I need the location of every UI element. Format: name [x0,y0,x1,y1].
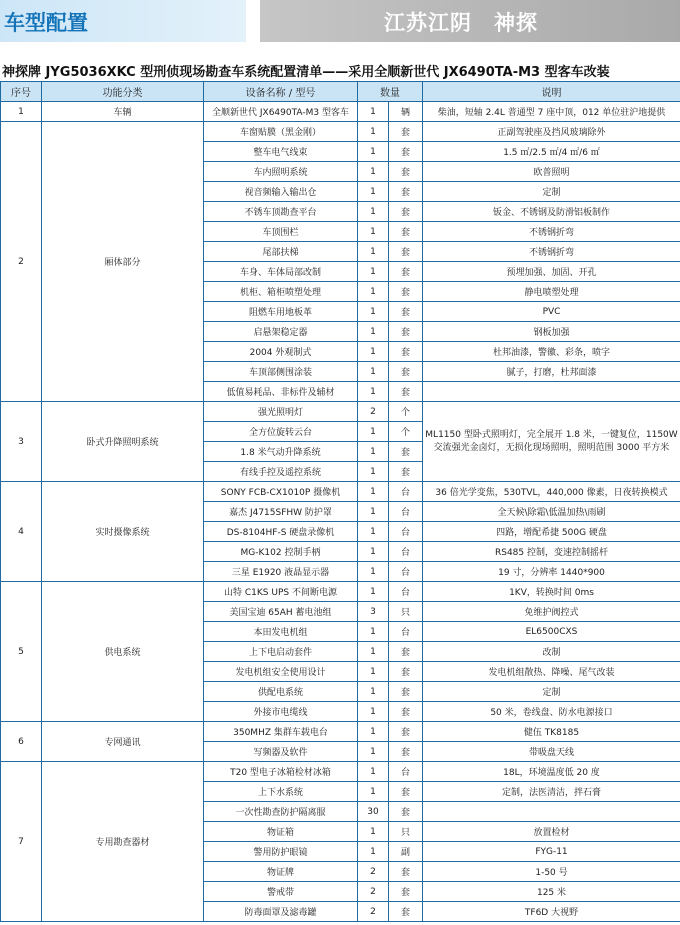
row-note: 定制 [423,682,680,702]
unit: 台 [389,622,423,642]
section-title: 车型配置 [4,11,88,35]
unit: 副 [389,842,423,862]
quantity: 1 [358,762,389,782]
device-name: 警用防护眼镜 [204,842,358,862]
device-name: 低值易耗品、非标件及辅材 [204,382,358,402]
quantity: 1 [358,302,389,322]
quantity: 1 [358,262,389,282]
row-note [423,802,680,822]
device-name: 本田发电机组 [204,622,358,642]
unit: 套 [389,742,423,762]
device-name: 视音频输入输出仓 [204,182,358,202]
unit: 套 [389,202,423,222]
quantity: 1 [358,162,389,182]
table-row [1,762,680,782]
quantity: 1 [358,702,389,722]
row-note: 放置检材 [423,822,680,842]
quantity: 2 [358,402,389,422]
quantity: 3 [358,602,389,622]
unit: 台 [389,582,423,602]
row-note: 50 米，卷线盘、防水电源接口 [423,702,680,722]
config-table [0,81,680,922]
device-name: DS-8104HF-S 硬盘录像机 [204,522,358,542]
device-name: 三星 E1920 液晶显示器 [204,562,358,582]
device-name: 嘉杰 J4715SFHW 防护罩 [204,502,358,522]
device-name: 美国宝迪 65AH 蓄电池组 [204,602,358,622]
unit: 套 [389,462,423,482]
row-note: 四路，增配希捷 500G 硬盘 [423,522,680,542]
device-name: 上下水系统 [204,782,358,802]
row-note: 全天候\除霜\低温加热\雨刷 [423,502,680,522]
quantity: 1 [358,102,389,122]
unit: 台 [389,762,423,782]
device-name: 写频器及软件 [204,742,358,762]
device-name: 1.8 米气动升降系统 [204,442,358,462]
row-note: 18L，环境温度低 20 度 [423,762,680,782]
table-header-row [1,82,680,102]
device-name: 2004 外观制式 [204,342,358,362]
quantity: 1 [358,682,389,702]
row-note: 钢板加强 [423,322,680,342]
quantity: 1 [358,142,389,162]
quantity: 1 [358,222,389,242]
row-note: 1KV，转换时间 0ms [423,582,680,602]
table-row [1,122,680,142]
row-category: 专网通讯 [42,722,204,762]
row-note: 125 米 [423,882,680,902]
document-title: 神探牌 JYG5036XKC 型刑侦现场勘查车系统配置清单——采用全顺新世代 JX6490TA-M3 型客车改装 [2,65,610,80]
row-note: 发电机组散热、降噪、尾气改装 [423,662,680,682]
row-category: 供电系统 [42,582,204,722]
table-body [1,102,680,922]
unit: 只 [389,822,423,842]
row-note: 定制 [423,182,680,202]
col-header-category: 功能分类 [42,82,204,102]
unit: 套 [389,282,423,302]
unit: 套 [389,902,423,922]
quantity: 1 [358,542,389,562]
quantity: 1 [358,782,389,802]
row-note: 免维护阀控式 [423,602,680,622]
unit: 套 [389,122,423,142]
unit: 套 [389,802,423,822]
row-category: 卧式升降照明系统 [42,402,204,482]
quantity: 1 [358,442,389,462]
device-name: 车身、车体局部改制 [204,262,358,282]
row-note: EL6500CXS [423,622,680,642]
unit: 套 [389,662,423,682]
quantity: 1 [358,722,389,742]
quantity: 1 [358,642,389,662]
device-name: 机柜、箱柜喷塑处理 [204,282,358,302]
unit: 套 [389,682,423,702]
quantity: 1 [358,322,389,342]
unit: 套 [389,642,423,662]
quantity: 1 [358,242,389,262]
device-name: 供配电系统 [204,682,358,702]
device-name: 阻燃车用地板革 [204,302,358,322]
row-note: 1-50 号 [423,862,680,882]
col-header-note: 说明 [423,82,680,102]
device-name: 不锈车顶勘查平台 [204,202,358,222]
quantity: 1 [358,382,389,402]
row-number: 5 [1,582,42,722]
row-note [423,382,680,402]
unit: 只 [389,602,423,622]
row-number: 1 [1,102,42,122]
row-note: 柴油，短轴 2.4L 普通型 7 座中顶，012 单位驻沪地提供 [423,102,680,122]
unit: 套 [389,442,423,462]
quantity: 1 [358,422,389,442]
quantity: 1 [358,482,389,502]
row-category: 专用勘查器材 [42,762,204,922]
unit: 个 [389,402,423,422]
page-header [0,0,680,44]
table-row [1,482,680,502]
unit: 套 [389,782,423,802]
row-category: 实时摄像系统 [42,482,204,582]
row-number: 7 [1,762,42,922]
device-name: 发电机组安全使用设计 [204,662,358,682]
unit: 套 [389,382,423,402]
device-name: 上下电启动套件 [204,642,358,662]
unit: 套 [389,862,423,882]
row-number: 6 [1,722,42,762]
device-name: SONY FCB-CX1010P 摄像机 [204,482,358,502]
row-number: 2 [1,122,42,402]
device-name: 350MHZ 集群车载电台 [204,722,358,742]
quantity: 1 [358,622,389,642]
row-note: TF6D 大视野 [423,902,680,922]
unit: 台 [389,542,423,562]
quantity: 2 [358,862,389,882]
row-category: 车辆 [42,102,204,122]
row-note: 欧普照明 [423,162,680,182]
quantity: 2 [358,882,389,902]
unit: 套 [389,362,423,382]
quantity: 1 [358,742,389,762]
device-name: 启悬架稳定器 [204,322,358,342]
quantity: 1 [358,502,389,522]
device-name: 尾部扶梯 [204,242,358,262]
row-note: 19 寸，分辨率 1440*900 [423,562,680,582]
quantity: 1 [358,282,389,302]
device-name: 整车电气线束 [204,142,358,162]
device-name: 山特 C1KS UPS 不间断电源 [204,582,358,602]
row-note: 正副驾驶座及挡风玻璃除外 [423,122,680,142]
quantity: 1 [358,522,389,542]
row-note: 改制 [423,642,680,662]
unit: 个 [389,422,423,442]
unit: 台 [389,502,423,522]
device-name: T20 型电子冰箱检材冰箱 [204,762,358,782]
unit: 套 [389,322,423,342]
device-name: 车顶部侧围涂装 [204,362,358,382]
unit: 套 [389,182,423,202]
device-name: 强光照明灯 [204,402,358,422]
device-name: 警戒带 [204,882,358,902]
quantity: 1 [358,822,389,842]
quantity: 1 [358,562,389,582]
row-number: 3 [1,402,42,482]
row-note: 36 倍光学变焦，530TVL，440,000 像素，日夜转换模式 [423,482,680,502]
table-row [1,582,680,602]
unit: 台 [389,482,423,502]
unit: 台 [389,522,423,542]
quantity: 1 [358,202,389,222]
row-note: 不锈钢折弯 [423,242,680,262]
device-name: 车窗贴膜（黑金刚） [204,122,358,142]
device-name: 物证牌 [204,862,358,882]
device-name: 一次性勘查防护隔离服 [204,802,358,822]
quantity: 1 [358,582,389,602]
device-name: 全方位旋转云台 [204,422,358,442]
unit: 套 [389,242,423,262]
device-name: 物证箱 [204,822,358,842]
col-header-device: 设备名称 / 型号 [204,82,358,102]
row-note: ML1150 型卧式照明灯，完全展开 1.8 米，一键复位，1150W 交流强光金卤灯，无损化现场照明，照明范围 3000 平方米 [423,402,680,482]
row-note: PVC [423,302,680,322]
device-name: 全顺新世代 JX6490TA-M3 型客车 [204,102,358,122]
row-number: 4 [1,482,42,582]
row-note: 不锈钢折弯 [423,222,680,242]
quantity: 2 [358,902,389,922]
row-note: RS485 控制，变速控制摇杆 [423,542,680,562]
unit: 套 [389,882,423,902]
quantity: 1 [358,362,389,382]
brand-banner [260,0,680,42]
device-name: 外接市电缆线 [204,702,358,722]
row-note: 健伍 TK8185 [423,722,680,742]
quantity: 1 [358,182,389,202]
row-note: 带吸盘天线 [423,742,680,762]
row-note: FYG-11 [423,842,680,862]
device-name: 有线手控及遥控系统 [204,462,358,482]
brand-title: 江苏江阴 神探 [384,11,538,35]
unit: 套 [389,302,423,322]
row-category: 厢体部分 [42,122,204,402]
unit: 辆 [389,102,423,122]
device-name: MG-K102 控制手柄 [204,542,358,562]
quantity: 1 [358,462,389,482]
row-note: 杜邦油漆，警徽、彩条，喷字 [423,342,680,362]
unit: 套 [389,702,423,722]
quantity: 30 [358,802,389,822]
section-banner [0,0,246,42]
device-name: 防毒面罩及滤毒罐 [204,902,358,922]
quantity: 1 [358,662,389,682]
row-note: 1.5 ㎡/2.5 ㎡/4 ㎡/6 ㎡ [423,142,680,162]
col-header-no: 序号 [1,82,42,102]
row-note: 预埋加强、加固、开孔 [423,262,680,282]
quantity: 1 [358,842,389,862]
unit: 台 [389,562,423,582]
row-note: 定制，法医清洁，拌石膏 [423,782,680,802]
unit: 套 [389,342,423,362]
quantity: 1 [358,122,389,142]
row-note: 静电喷塑处理 [423,282,680,302]
device-name: 车内照明系统 [204,162,358,182]
device-name: 车顶围栏 [204,222,358,242]
row-note: 腻子，打磨，杜邦面漆 [423,362,680,382]
row-note: 钣金、不锈钢及防滑铝板制作 [423,202,680,222]
table-row [1,102,680,122]
unit: 套 [389,262,423,282]
unit: 套 [389,162,423,182]
unit: 套 [389,222,423,242]
quantity: 1 [358,342,389,362]
unit: 套 [389,722,423,742]
unit: 套 [389,142,423,162]
table-row [1,402,680,422]
col-header-qty: 数量 [358,82,423,102]
table-row [1,722,680,742]
